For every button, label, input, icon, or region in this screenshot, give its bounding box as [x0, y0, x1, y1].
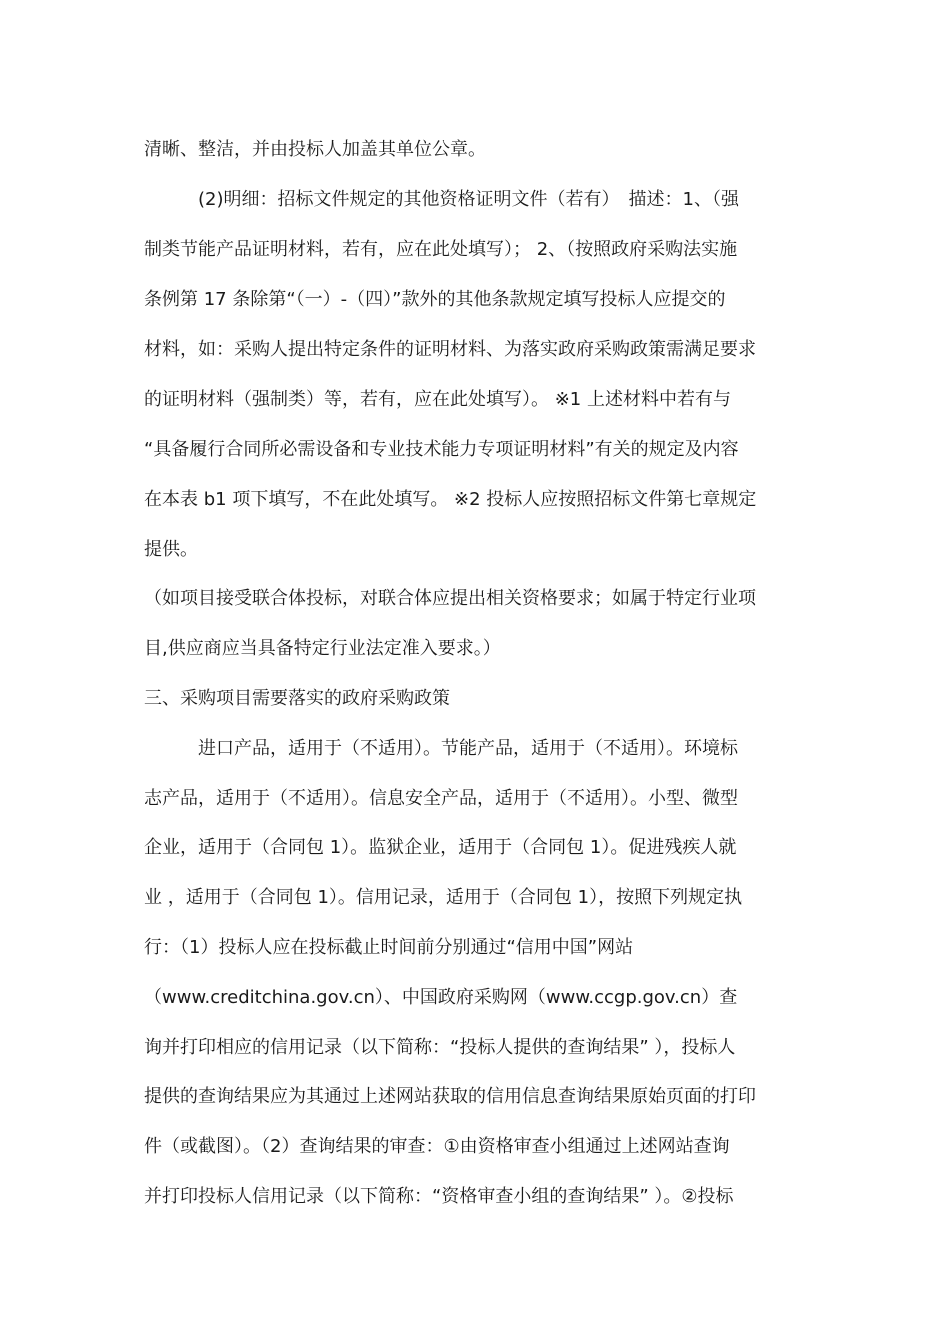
- paragraph-line: 进口产品，适用于（不适用）。节能产品，适用于（不适用）。环境标: [198, 738, 738, 759]
- paragraph-line: 材料，如：采购人提出特定条件的证明材料、为落实政府采购政策需满足要求: [144, 339, 756, 360]
- paragraph-line: 询并打印相应的信用记录（以下简称：“投标人提供的查询结果” ），投标人: [144, 1037, 736, 1058]
- paragraph-line: （如项目接受联合体投标，对联合体应提出相关资格要求；如属于特定行业项: [144, 588, 756, 609]
- paragraph-line: (2)明细：招标文件规定的其他资格证明文件（若有） 描述：1、（强: [198, 189, 739, 210]
- paragraph-line: 件（或截图）。（2）查询结果的审查：①由资格审查小组通过上述网站查询: [144, 1136, 730, 1157]
- paragraph-line: 并打印投标人信用记录（以下简称：“资格审查小组的查询结果” ）。②投标: [144, 1186, 734, 1207]
- paragraph-line: 行：（1）投标人应在投标截止时间前分别通过“信用中国”网站: [144, 937, 634, 958]
- section-heading: 三、采购项目需要落实的政府采购政策: [144, 688, 450, 709]
- paragraph-line: “具备履行合同所必需设备和专业技术能力专项证明材料”有关的规定及内容: [144, 439, 739, 460]
- paragraph-line: 目,供应商应当具备特定行业法定准入要求。）: [144, 638, 501, 659]
- paragraph-line: 在本表 b1 项下填写，不在此处填写。 ※2 投标人应按照招标文件第七章规定: [144, 489, 757, 510]
- paragraph-line: 的证明材料（强制类）等，若有，应在此处填写）。 ※1 上述材料中若有与: [144, 389, 731, 410]
- paragraph-line: 制类节能产品证明材料，若有，应在此处填写）； 2、（按照政府采购法实施: [144, 239, 738, 260]
- paragraph-line: 企业，适用于（合同包 1）。监狱企业，适用于（合同包 1）。促进残疾人就: [144, 837, 737, 858]
- paragraph-line: 清晰、整洁，并由投标人加盖其单位公章。: [144, 139, 486, 160]
- paragraph-line: 条例第 17 条除第“（一）-（四）”款外的其他条款规定填写投标人应提交的: [144, 289, 726, 310]
- paragraph-line: 志产品，适用于（不适用）。信息安全产品，适用于（不适用）。小型、微型: [144, 788, 738, 809]
- paragraph-line: 提供的查询结果应为其通过上述网站获取的信用信息查询结果原始页面的打印: [144, 1086, 756, 1107]
- paragraph-line: 提供。: [144, 539, 198, 560]
- paragraph-line: （www.creditchina.gov.cn）、中国政府采购网（www.ccgp.gov.cn）查: [144, 987, 738, 1008]
- paragraph-line: 业 ，适用于（合同包 1）。信用记录，适用于（合同包 1），按照下列规定执: [144, 887, 743, 908]
